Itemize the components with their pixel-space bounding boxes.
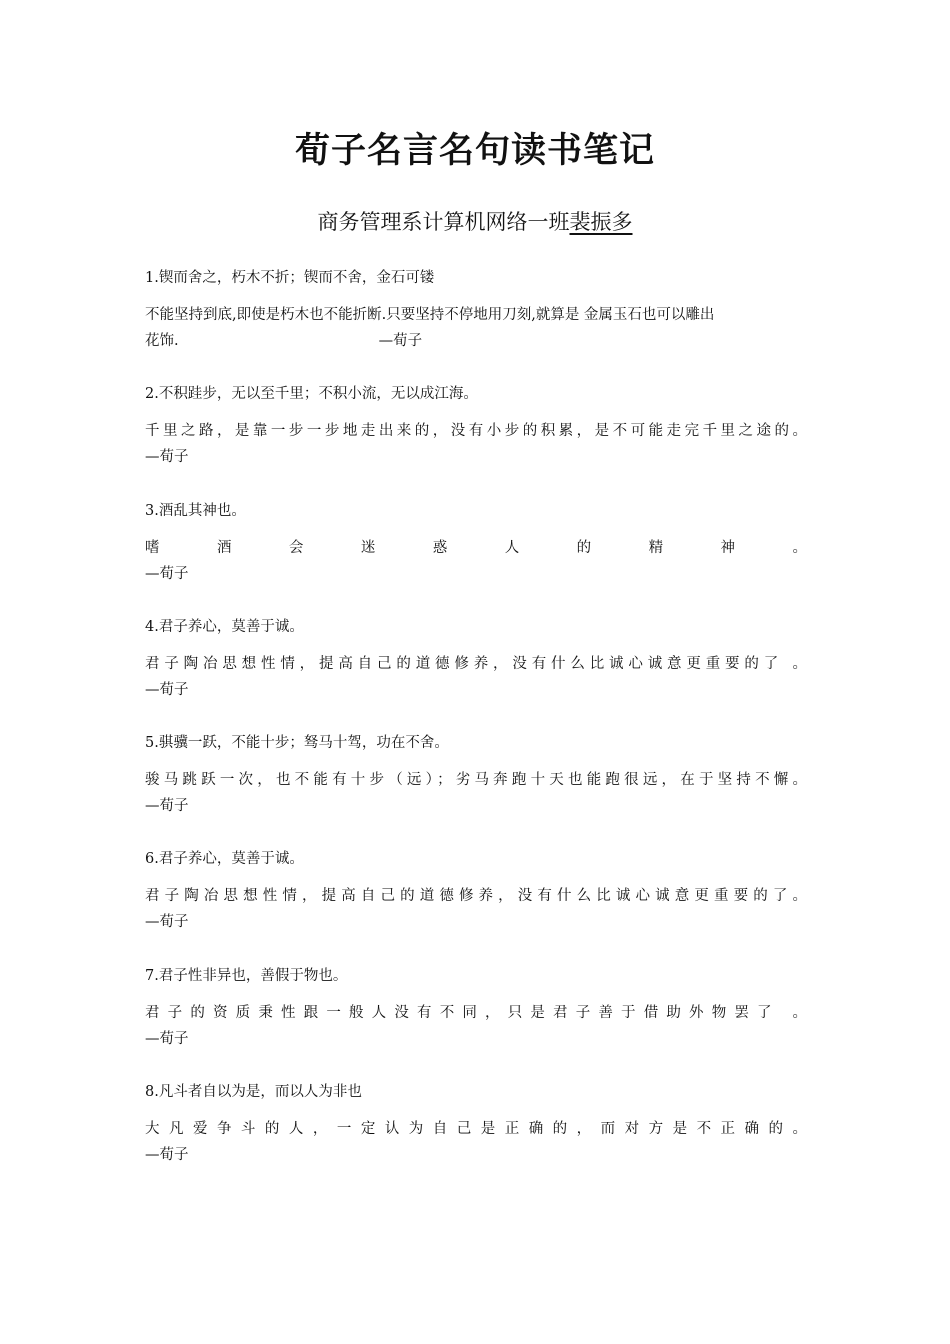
explanation-line: 千里之路，是靠一步一步地走出来的，没有小步的积累，是不可能走完千里之途的。 [145,423,807,440]
document-title: 荀子名言名句读书笔记 [294,130,655,171]
note-entry [145,1079,807,1195]
explanation-line: 大凡爱争斗的人，一定认为自己是正确的，而对方是不正确的。 [145,1121,807,1138]
quote-text: 3.酒乱其神也。 [145,502,246,519]
note-entry [145,614,807,730]
explanation-line: 君子陶冶思想性情，提高自己的道德修养，没有什么比诚心诚意更重要的了。 [145,888,807,905]
notes-list [145,265,807,1195]
explanation-line: 花饰. [145,333,179,349]
attribution: —荀子 [145,449,189,466]
explanation-line: 骏马跳跃一次，也不能有十步（远）；劣马奔跑十天也能跑很远，在于坚持不懈。 [145,772,807,789]
explanation-text [145,1116,807,1168]
explanation-line: 不能坚持到底,即使是朽木也不能折断.只要坚持不停地用刀刻,就算是 金属玉石也可以雕出 [145,307,715,323]
explanation-text [145,1000,807,1052]
note-entry [145,730,807,846]
explanation-text [145,302,807,354]
class-name: 商务管理系计算机网络一班 [317,210,570,234]
note-entry [145,498,807,614]
quote-text: 8.凡斗者自以为是，而以人为非也 [145,1084,362,1101]
quote-text: 6.君子养心，莫善于诚。 [145,851,304,868]
note-entry [145,846,807,962]
quote-text: 7.君子性非异也，善假于物也。 [145,967,348,984]
attribution: —荀子 [145,565,189,582]
attribution: —荀子 [145,681,189,698]
explanation-text [145,535,807,587]
note-entry [145,265,807,381]
attribution: —荀子 [145,1147,189,1164]
attribution: —荀子 [145,914,189,931]
note-entry [145,381,807,497]
explanation-line: 君子陶冶思想性情，提高自己的道德修养，没有什么比诚心诚意更重要的了 。 [145,655,807,672]
explanation-text [145,418,807,470]
attribution: —荀子 [145,1030,189,1047]
author-name: 裴振多 [569,210,633,234]
quote-text: 4.君子养心，莫善于诚。 [145,618,304,635]
note-entry [145,963,807,1079]
explanation-line: 君子的资质秉性跟一般人没有不同，只是君子善于借助外物罢了 。 [145,1004,807,1021]
quote-text: 2.不积跬步，无以至千里；不积小流，无以成江海。 [145,386,478,403]
quote-text: 5.骐骥一跃，不能十步；驽马十驾，功在不舍。 [145,735,449,752]
quote-text: 1.锲而舍之，朽木不折；锲而不舍，金石可镂 [145,270,435,286]
explanation-text [145,883,807,935]
explanation-text [145,651,807,703]
document-subtitle [0,206,950,238]
explanation-text [145,767,807,819]
attribution: —荀子 [378,333,423,349]
explanation-line: 嗜酒会迷惑人的精神。 [145,539,807,556]
attribution: —荀子 [145,798,189,815]
